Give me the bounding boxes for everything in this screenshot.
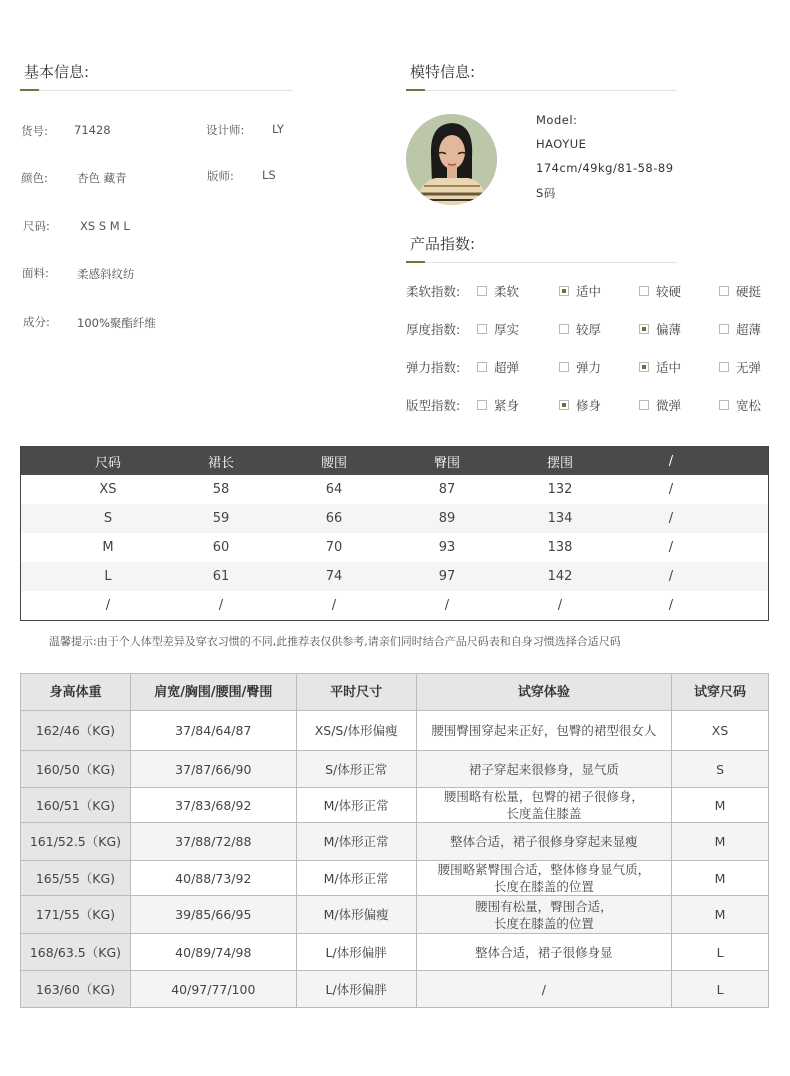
checked-box-icon — [559, 400, 569, 410]
size-cell: 66 — [325, 511, 343, 526]
tryon-header-cell: 肩宽/胸围/腰围/臀围 — [130, 674, 296, 711]
tryon-cell: 165/55（KG) — [21, 861, 131, 896]
model-size: S码 — [536, 186, 556, 200]
tryon-cell: 整体合适，裙子很修身穿起来显瘦 — [416, 823, 672, 861]
color-value: 杏色 藏青 — [77, 171, 127, 185]
size-header-cell: 臀围 — [433, 455, 460, 471]
tryon-table-row — [21, 861, 769, 896]
size-cell: 97 — [438, 569, 456, 584]
tryon-header-cell: 平时尺寸 — [296, 674, 416, 711]
tryon-cell: L — [672, 934, 769, 971]
size-cell: 132 — [547, 482, 573, 497]
unchecked-box-icon — [477, 400, 487, 410]
product-index-title: 产品指数: — [410, 235, 476, 253]
unchecked-box-icon — [477, 324, 487, 334]
size-cell: 87 — [438, 482, 456, 497]
tryon-cell: M — [672, 896, 769, 934]
size-cell: 138 — [547, 540, 573, 555]
size-cell: / — [218, 598, 224, 613]
unchecked-box-icon — [639, 400, 649, 410]
index-option-label: 修身 — [576, 398, 602, 413]
size-table-row — [21, 591, 768, 620]
tryon-cell: 裙子穿起来很修身，显气质 — [416, 751, 672, 788]
model-avatar — [406, 114, 497, 205]
tryon-cell: 163/60（KG) — [21, 971, 131, 1008]
patternmaker-value: LS — [262, 168, 276, 182]
tryon-table — [20, 673, 769, 1008]
composition-label: 成分: — [23, 315, 50, 329]
checked-box-icon — [559, 286, 569, 296]
tryon-cell: M — [672, 861, 769, 896]
tryon-cell: 160/51（KG) — [21, 788, 131, 823]
tryon-cell: 37/83/68/92 — [130, 788, 296, 823]
index-option-label: 超弹 — [494, 360, 520, 375]
size-header-cell: 腰围 — [320, 455, 347, 471]
tryon-cell: M — [672, 788, 769, 823]
tryon-cell: L/体形偏胖 — [296, 934, 416, 971]
index-option-label: 微弹 — [656, 398, 682, 413]
size-cell: 142 — [547, 569, 573, 584]
tryon-cell: 161/52.5（KG) — [21, 823, 131, 861]
unchecked-box-icon — [719, 400, 729, 410]
checked-box-icon — [639, 362, 649, 372]
index-row — [406, 396, 776, 416]
fabric-value: 柔感斜纹纺 — [77, 267, 135, 281]
tryon-cell: M/体形正常 — [296, 823, 416, 861]
index-row-label: 版型指数: — [406, 398, 461, 413]
tryon-cell: XS/S/体形偏瘦 — [296, 711, 416, 751]
size-cell: 64 — [325, 482, 343, 497]
basic-info-divider — [20, 90, 293, 91]
size-cell: 70 — [325, 540, 343, 555]
tryon-table-body — [21, 711, 769, 1008]
size-header-cell: 摆围 — [546, 455, 573, 471]
index-option-label: 偏薄 — [656, 322, 682, 337]
tryon-cell: 40/97/77/100 — [130, 971, 296, 1008]
tryon-table-row — [21, 971, 769, 1008]
size-table — [20, 446, 769, 621]
size-cell: S — [103, 511, 113, 526]
basic-info-title: 基本信息: — [24, 63, 90, 81]
product-index-divider — [406, 262, 677, 263]
tryon-cell: 40/89/74/98 — [130, 934, 296, 971]
size-cell: 59 — [212, 511, 230, 526]
tryon-header-cell: 试穿尺码 — [672, 674, 769, 711]
size-cell: / — [668, 569, 674, 584]
size-tip: 温馨提示:由于个人体型差异及穿衣习惯的不同,此推荐表仅供参考,请亲们同时结合产品尺码表和自身习惯选择合适尺码 — [49, 635, 621, 648]
tryon-table-row — [21, 896, 769, 934]
tryon-table-row — [21, 934, 769, 971]
size-table-header — [21, 447, 768, 475]
tryon-header-cell: 身高体重 — [21, 674, 131, 711]
unchecked-box-icon — [477, 362, 487, 372]
size-table-row — [21, 504, 768, 533]
index-option-label: 宽松 — [736, 398, 762, 413]
index-option-label: 硬挺 — [736, 284, 762, 299]
size-cell: L — [104, 569, 112, 584]
tryon-cell: 37/88/72/88 — [130, 823, 296, 861]
index-row-label: 柔软指数: — [406, 284, 461, 299]
index-option-label: 较硬 — [656, 284, 682, 299]
index-option-label: 柔软 — [494, 284, 520, 299]
size-cell: / — [668, 540, 674, 555]
model-label: Model: — [536, 113, 578, 127]
item-no-label: 货号: — [21, 124, 48, 138]
tryon-cell: 168/63.5（KG) — [21, 934, 131, 971]
tryon-cell: 39/85/66/95 — [130, 896, 296, 934]
index-option-label: 适中 — [656, 360, 682, 375]
model-measurements: 174cm/49kg/81-58-89 — [536, 161, 674, 175]
size-cell: 60 — [212, 540, 230, 555]
size-cell: 134 — [547, 511, 573, 526]
composition-value: 100%聚酯纤维 — [77, 316, 156, 330]
tryon-cell: 整体合适，裙子很修身显 — [416, 934, 672, 971]
size-cell: 74 — [325, 569, 343, 584]
tryon-cell: M — [672, 823, 769, 861]
index-option-label: 超薄 — [736, 322, 762, 337]
size-table-row — [21, 533, 768, 562]
size-cell: / — [557, 598, 563, 613]
index-row — [406, 320, 776, 340]
index-row-label: 厚度指数: — [406, 322, 461, 337]
size-header-cell: 尺码 — [94, 455, 121, 471]
size-cell: / — [331, 598, 337, 613]
index-row — [406, 358, 776, 378]
tryon-cell: M/体形正常 — [296, 788, 416, 823]
unchecked-box-icon — [719, 324, 729, 334]
size-header-cell: / — [668, 453, 674, 469]
index-option-label: 厚实 — [494, 322, 520, 337]
unchecked-box-icon — [719, 286, 729, 296]
model-info-title: 模特信息: — [410, 63, 476, 81]
model-name: HAOYUE — [536, 137, 587, 151]
tryon-cell: 腰围臀围穿起来正好，包臀的裙型很女人 — [416, 711, 672, 751]
index-option-label: 较厚 — [576, 322, 602, 337]
size-value: XS S M L — [80, 219, 130, 233]
tryon-cell: 162/46（KG) — [21, 711, 131, 751]
checked-box-icon — [639, 324, 649, 334]
patternmaker-label: 版师: — [207, 169, 234, 183]
color-label: 颜色: — [21, 171, 48, 185]
size-cell: 61 — [212, 569, 230, 584]
size-cell: / — [668, 511, 674, 526]
unchecked-box-icon — [719, 362, 729, 372]
designer-label: 设计师: — [206, 123, 245, 137]
index-row — [406, 282, 776, 302]
tryon-cell: L — [672, 971, 769, 1008]
model-info-divider — [406, 90, 677, 91]
tryon-cell: S — [672, 751, 769, 788]
tryon-cell: / — [416, 971, 672, 1008]
tryon-cell: M/体形正常 — [296, 861, 416, 896]
tryon-cell: 160/50（KG) — [21, 751, 131, 788]
tryon-header-cell: 试穿体验 — [416, 674, 672, 711]
tryon-cell: 37/84/64/87 — [130, 711, 296, 751]
index-option-label: 弹力 — [576, 360, 602, 375]
tryon-table-header — [21, 674, 769, 711]
designer-value: LY — [272, 122, 284, 136]
size-cell: XS — [99, 482, 117, 497]
unchecked-box-icon — [559, 362, 569, 372]
tryon-cell: 腰围略有松量，包臀的裙子很修身， 长度盖住膝盖 — [416, 788, 672, 823]
size-cell: / — [105, 598, 111, 613]
unchecked-box-icon — [639, 286, 649, 296]
tryon-cell: 37/87/66/90 — [130, 751, 296, 788]
tryon-table-row — [21, 711, 769, 751]
size-table-row — [21, 562, 768, 591]
size-cell: M — [102, 540, 114, 555]
index-option-label: 紧身 — [494, 398, 520, 413]
tryon-table-row — [21, 823, 769, 861]
tryon-cell: 171/55（KG) — [21, 896, 131, 934]
tryon-cell: S/体形正常 — [296, 751, 416, 788]
size-table-row — [21, 475, 768, 504]
size-cell: / — [668, 598, 674, 613]
index-option-label: 适中 — [576, 284, 602, 299]
tryon-cell: 腰围有松量，臀围合适， 长度在膝盖的位置 — [416, 896, 672, 934]
size-cell: 89 — [438, 511, 456, 526]
fabric-label: 面料: — [22, 266, 49, 280]
item-no-value: 71428 — [74, 123, 111, 137]
size-table-body — [21, 475, 768, 620]
tryon-table-row — [21, 751, 769, 788]
index-row-label: 弹力指数: — [406, 360, 461, 375]
tryon-cell: 40/88/73/92 — [130, 861, 296, 896]
size-cell: 93 — [438, 540, 456, 555]
size-cell: / — [668, 482, 674, 497]
tryon-table-row — [21, 788, 769, 823]
unchecked-box-icon — [559, 324, 569, 334]
size-cell: / — [444, 598, 450, 613]
index-option-label: 无弹 — [736, 360, 762, 375]
model-portrait-image — [406, 114, 497, 205]
tryon-cell: M/体形偏瘦 — [296, 896, 416, 934]
tryon-cell: XS — [672, 711, 769, 751]
unchecked-box-icon — [477, 286, 487, 296]
tryon-cell: 腰围略紧臀围合适，整体修身显气质， 长度在膝盖的位置 — [416, 861, 672, 896]
tryon-cell: L/体形偏胖 — [296, 971, 416, 1008]
size-label: 尺码: — [23, 219, 50, 233]
size-header-cell: 裙长 — [207, 455, 234, 471]
size-cell: 58 — [212, 482, 230, 497]
